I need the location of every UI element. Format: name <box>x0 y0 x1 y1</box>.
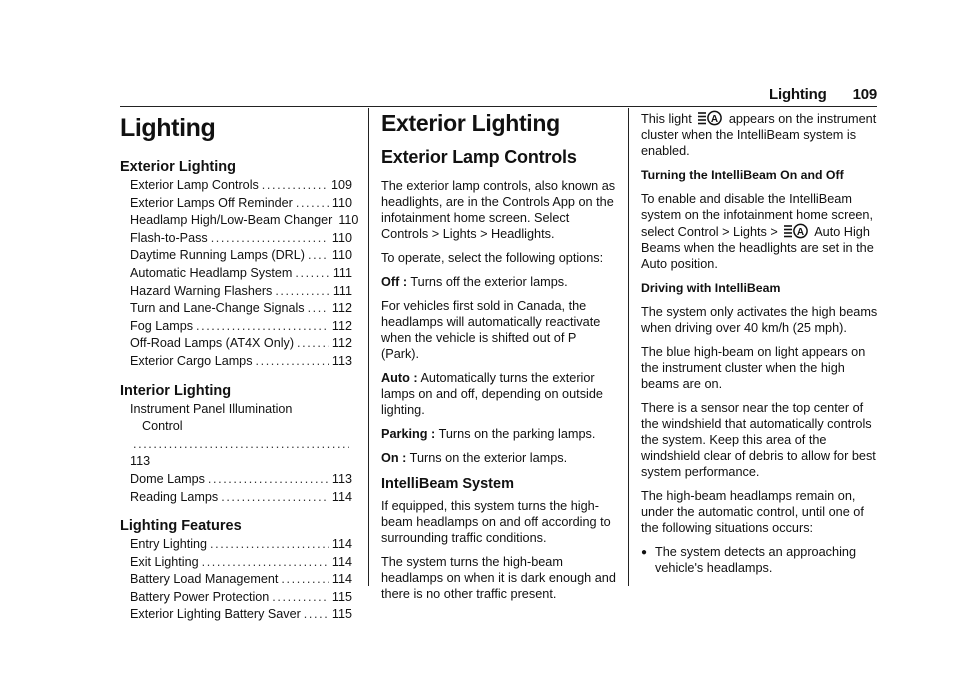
toc-section-heading: Exterior Lighting <box>120 159 236 175</box>
paragraph: The blue high-beam on light appears on the instrument cluster when the high beams are on. <box>641 345 866 391</box>
intellibeam-icon <box>783 223 809 239</box>
header-page-number: 109 <box>852 86 877 103</box>
option-off: Off : Turns off the exterior lamps. <box>381 275 568 289</box>
toc-entry[interactable]: Exterior Cargo Lamps ..... 113 <box>130 353 352 371</box>
svg-text:A: A <box>711 114 719 125</box>
toc-entry[interactable]: Reading Lamps ..... 114 <box>130 489 352 507</box>
toc-entry[interactable]: Entry Lighting ..... 114 <box>130 536 352 554</box>
toc-entry[interactable]: Fog Lamps ..... 112 <box>130 318 352 336</box>
toc-section-heading: Lighting Features <box>120 518 242 535</box>
toc-entry[interactable]: Hazard Warning Flashers ..... 111 <box>130 283 352 301</box>
intellibeam-icon <box>697 110 723 126</box>
header-title: Lighting <box>769 86 827 103</box>
paragraph: To enable and disable the IntelliBeam system on the infotainment home screen, select Control > Lights > A Auto High Beams when the headlights are set in the Auto position. <box>641 192 874 271</box>
toc-section-features <box>120 518 352 624</box>
subsection-title: Exterior Lamp Controls <box>381 147 577 167</box>
toc-column <box>120 110 359 636</box>
bullet-item: ● The system detects an approaching vehicle's headlamps. <box>641 545 856 575</box>
toc-entry[interactable]: Exterior Lighting Battery Saver ..... 115 <box>130 606 352 624</box>
toc-section-exterior <box>120 159 359 371</box>
toc-entry[interactable]: Headlamp High/Low-Beam Changer 110 <box>130 213 359 228</box>
toc-entry[interactable]: Battery Power Protection ..... 115 <box>130 589 352 607</box>
running-header <box>120 86 877 104</box>
toc-entry[interactable]: Battery Load Management ..... 114 <box>130 571 352 589</box>
paragraph: This light A appears on the instrument cluster when the IntelliBeam system is enabled. <box>641 112 877 158</box>
toc-section-heading: Interior Lighting <box>120 382 232 399</box>
header-rule <box>120 106 877 107</box>
toc-entry[interactable]: Exit Lighting ..... 114 <box>130 554 352 572</box>
section-title: Exterior Lighting <box>381 110 560 136</box>
toc-entry[interactable]: Exterior Lamps Off Reminder ..... 110 <box>130 195 352 213</box>
option-auto: Auto : Automatically turns the exterior lamps on and off, depending on outside lighting. <box>381 371 603 417</box>
toc-entry[interactable]: Flash-to-Pass ..... 110 <box>130 230 352 248</box>
paragraph-heading: Driving with IntelliBeam <box>641 281 781 295</box>
toc-entry[interactable]: Off-Road Lamps (AT4X Only) ..... 112 <box>130 335 352 353</box>
paragraph: There is a sensor near the top center of the windshield that automatically controls the system. Keep this area of the windshield clear of debris to allow for best system performance. <box>641 401 876 479</box>
paragraph: For vehicles first sold in Canada, the headlamps will automatically reactivate when the vehicle is shifted out of P (Park). <box>381 299 601 361</box>
content-column-2 <box>381 110 617 610</box>
option-parking: Parking : Turns on the parking lamps. <box>381 427 596 441</box>
paragraph: The high-beam headlamps remain on, under the automatic control, until one of the following situations occurs: <box>641 489 864 535</box>
toc-title: Lighting <box>120 114 216 142</box>
svg-text:A: A <box>797 227 805 238</box>
toc-entry[interactable]: Dome Lamps ..... 113 <box>130 471 352 489</box>
content-column-3 <box>641 110 881 576</box>
toc-entry[interactable]: Daytime Running Lamps (DRL) ..... 110 <box>130 247 352 265</box>
toc-entry[interactable]: Automatic Headlamp System ..... 111 <box>130 265 352 283</box>
subsection-heading: IntelliBeam System <box>381 476 514 492</box>
bullet-icon: ● <box>641 547 648 558</box>
paragraph-heading: Turning the IntelliBeam On and Off <box>641 168 844 182</box>
paragraph: The system only activates the high beams when driving over 40 km/h (25 mph). <box>641 305 878 335</box>
toc-entry[interactable]: Exterior Lamp Controls ..... 109 <box>130 177 352 195</box>
toc-entry[interactable]: Instrument Panel Illumination Control ..... 113 <box>130 401 352 471</box>
paragraph: To operate, select the following options: <box>381 251 604 265</box>
paragraph: The exterior lamp controls, also known as headlights, are in the Controls App on the infotainment home screen. Select Controls > Lights > Headlights. <box>381 179 616 241</box>
column-divider <box>368 108 369 586</box>
toc-entry[interactable]: Turn and Lane-Change Signals ..... 112 <box>130 300 352 318</box>
toc-section-interior <box>120 383 352 507</box>
option-on: On : Turns on the exterior lamps. <box>381 451 568 465</box>
column-divider <box>628 108 629 586</box>
paragraph: If equipped, this system turns the high-beam headlamps on and off according to surrounding traffic conditions. <box>381 499 611 545</box>
paragraph: The system turns the high-beam headlamps on when it is dark enough and there is no other traffic present. <box>381 555 616 601</box>
